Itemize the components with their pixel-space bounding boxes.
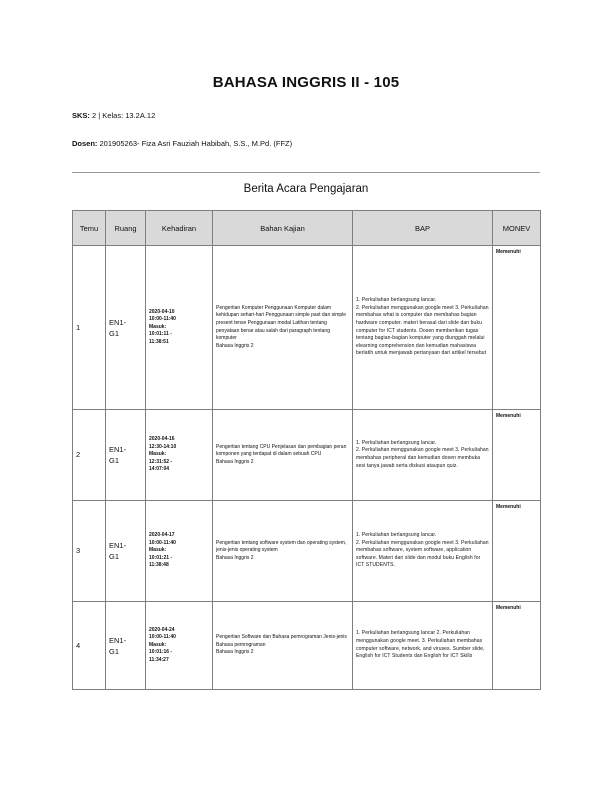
sks-label: SKS: (72, 111, 90, 120)
cell-ruang: EN1- G1 (106, 602, 146, 690)
cell-bap: 1. Perkuliahan berlangsung lancar. 2. Perkuliahan menggunakan google meet 3. Perkuliahan membahas peripheral dan kemudian dosen membuka sesi tanya jawab serta diskusi ataupun quiz. (353, 410, 493, 501)
table-header-row (73, 211, 541, 246)
header-temu: Temu (73, 211, 106, 246)
table-row (73, 246, 541, 410)
cell-kehadiran: 2020-04-10 10:00-11:40 Masuk: 10:01:11 - 11:38:51 (146, 246, 213, 410)
dosen-label: Dosen: (72, 139, 98, 148)
cell-monev: Memenuhi (493, 501, 541, 602)
cell-bahan-kajian: Pengertian Komputer Penggunaan Komputer dalam kehidupan sehari-hari Penggunaan simple past dan simple present tense Penggunaan modal Latihan tentang penyataan benar atau salah dari paragraph tentang komputer Bahasa Inggris 2 (213, 246, 353, 410)
course-title: BAHASA INGGRIS II - 105 (212, 74, 400, 91)
cell-bap: 1. Perkuliahan berlangsung lancar. 2. Perkuliahan menggunakan google meet 3. Perkuliahan membahas what is computer dan membahas bagian hardware computer. materi berasal dari slide dan buku computer for ICT students. Dosen memberikan tugas tentang bagian-bagian komputer yang diunggah melalui elearning comprehension dan kemudian mahasiswa berlatih untuk menjawab pertanyaan dari artikel tersebut (353, 246, 493, 410)
cell-temu: 3 (73, 501, 106, 602)
cell-monev: Memenuhi (493, 602, 541, 690)
cell-bahan-kajian: Pengertian tentang software system dan operating system, jenis-jenis operating system Bahasa Inggris 2 (213, 501, 353, 602)
cell-bap: 1. Perkuliahan berlangsung lancar 2. Perkuliahan menggunakan google meet. 3. Perkuliahan membahas computer software, network, and viruses. Sumber slide, English for ICT Students dan English for ICT Skills (353, 602, 493, 690)
cell-kehadiran: 2020-04-17 10:00-11:40 Masuk: 10:01:21 - 11:38:48 (146, 501, 213, 602)
cell-monev: Memenuhi (493, 246, 541, 410)
cell-temu: 1 (73, 246, 106, 410)
cell-kehadiran: 2020-04-24 10:00-11:40 Masuk: 10:01:16 - 11:34:27 (146, 602, 213, 690)
sks-value: 2 | Kelas: 13.2A.12 (92, 111, 156, 120)
header-kehadiran: Kehadiran (146, 211, 213, 246)
table-row (73, 602, 541, 690)
dosen-value: 201905263- Fiza Asri Fauziah Habibah, S.S., M.Pd. (FFZ) (99, 139, 293, 148)
cell-ruang: EN1- G1 (106, 501, 146, 602)
table-row (73, 410, 541, 501)
header-ruang: Ruang (106, 211, 146, 246)
cell-monev: Memenuhi (493, 410, 541, 501)
header-bap: BAP (353, 211, 493, 246)
cell-bahan-kajian: Pengertian Software dan Bahasa pemrograman Jenis-jenis Bahasa pemrograman Bahasa Inggris 2 (213, 602, 353, 690)
cell-temu: 2 (73, 410, 106, 501)
lecturer-info (72, 139, 292, 148)
teaching-record-table (72, 210, 541, 690)
section-title: Berita Acara Pengajaran (243, 183, 369, 195)
cell-bap: 1. Perkuliahan berlangsung lancar. 2. Perkuliahan menggunakan google meet 3. Perkuliahan membahas software, system software, application software. Materi dari slide dan modul buku English for ICT STUDENTS. (353, 501, 493, 602)
cell-ruang: EN1- G1 (106, 410, 146, 501)
table-row (73, 501, 541, 602)
cell-ruang: EN1- G1 (106, 246, 146, 410)
header-monev: MONEV (493, 211, 541, 246)
cell-bahan-kajian: Pengertian tentang CPU Penjelasan dan pembagian peran komponen yang terdapat di dalam sebuah CPU Bahasa Inggris 2 (213, 410, 353, 501)
divider (72, 172, 540, 173)
cell-temu: 4 (73, 602, 106, 690)
cell-kehadiran: 2020-04-16 12:30-14:10 Masuk: 12:31:52 - 14:07:04 (146, 410, 213, 501)
course-info (72, 111, 155, 120)
header-bahan-kajian: Bahan Kajian (213, 211, 353, 246)
